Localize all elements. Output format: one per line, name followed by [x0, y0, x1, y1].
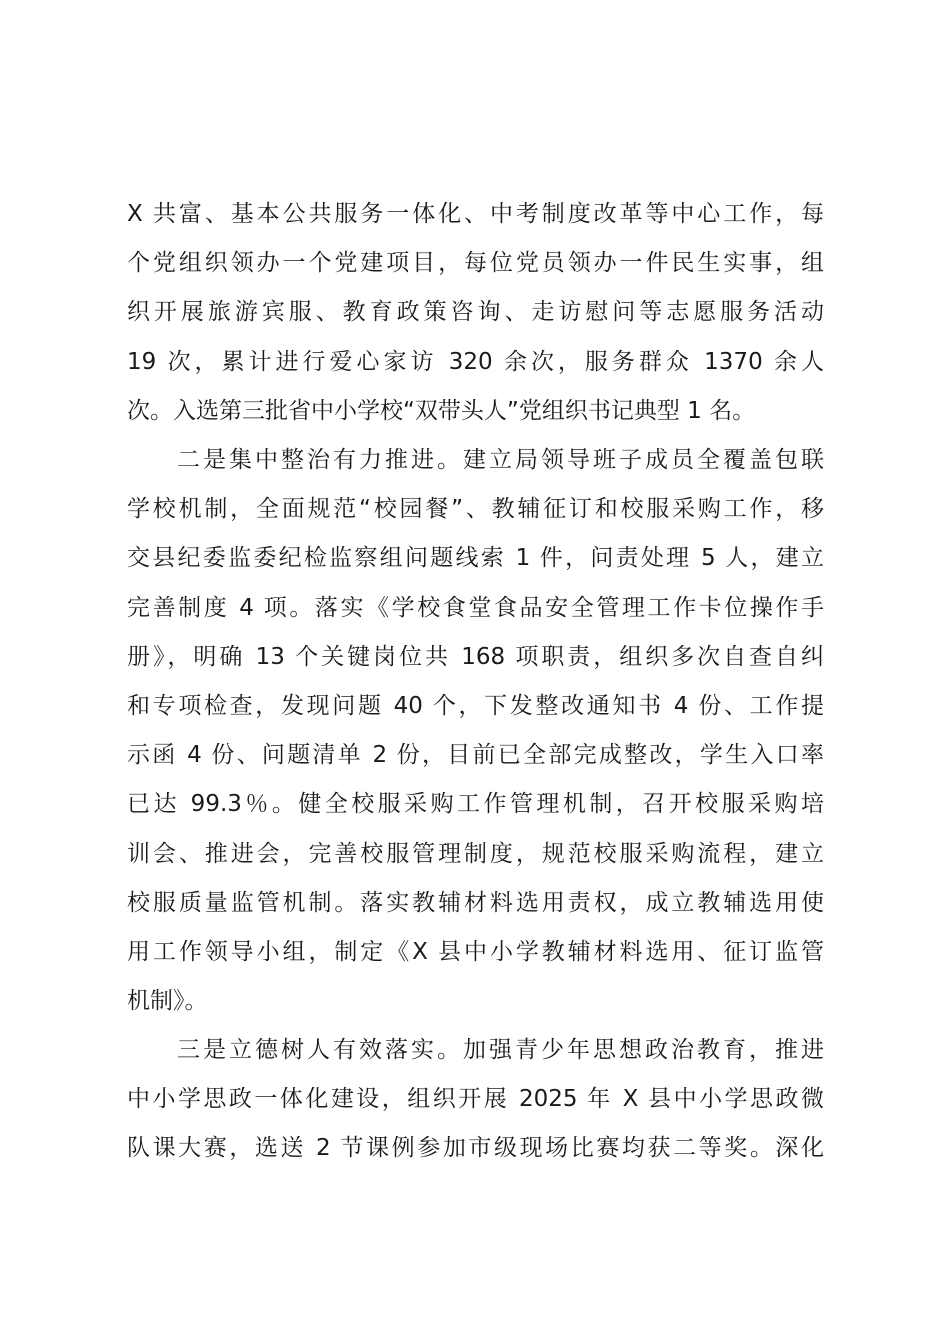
text-line: 个党组织领办一个党建项目，每位党员领办一件民生实事，组 — [127, 250, 824, 277]
text-line: 次。入选第三批省中小学校“双带头人”党组织书记典型 1 名。 — [127, 397, 756, 424]
text-line: 示函 4 份、问题清单 2 份，目前已全部完成整改，学生入口率 — [127, 742, 824, 769]
text-line: 用工作领导小组，制定《X 县中小学教辅材料选用、征订监管 — [127, 938, 824, 965]
paragraph-moral-education — [127, 1026, 824, 1174]
text-line: 已达 99.3％。健全校服采购工作管理机制，召开校服采购培 — [127, 791, 824, 818]
paragraph-rectification — [127, 436, 824, 1026]
text-line: 织开展旅游宾服、教育政策咨询、走访慰问等志愿服务活动 — [127, 299, 824, 326]
text-line: X 共富、基本公共服务一体化、中考制度改革等中心工作，每 — [127, 201, 824, 227]
text-line: 学校机制，全面规范“校园餐”、教辅征订和校服采购工作，移 — [127, 496, 824, 523]
text-line: 完善制度 4 项。落实《学校食堂食品安全管理工作卡位操作手 — [127, 594, 824, 621]
text-line: 训会、推进会，完善校服管理制度，规范校服采购流程，建立 — [127, 840, 824, 867]
paragraph-heading-line: 三是立德树人有效落实。加强青少年思想政治教育，推进 — [177, 1037, 824, 1063]
text-line: 册》，明确 13 个关键岗位共 168 项职责，组织多次自查自纠 — [127, 643, 824, 670]
text-line: 和专项检查，发现问题 40 个，下发整改通知书 4 份、工作提 — [127, 692, 824, 719]
paragraph-party-building-continuation — [127, 190, 824, 436]
text-line: 中小学思政一体化建设，组织开展 2025 年 X 县中小学思政微 — [127, 1086, 824, 1113]
text-line: 19 次，累计进行爱心家访 320 余次，服务群众 1370 余人 — [127, 348, 824, 375]
text-line: 队课大赛，选送 2 节课例参加市级现场比赛均获二等奖。深化 — [127, 1135, 824, 1162]
paragraph-heading-line: 二是集中整治有力推进。建立局领导班子成员全覆盖包联 — [177, 447, 824, 473]
text-line: 机制》。 — [127, 988, 208, 1015]
text-line: 校服质量监管机制。落实教辅材料选用责权，成立教辅选用使 — [127, 889, 824, 916]
text-line: 交县纪委监委纪检监察组问题线索 1 件，问责处理 5 人，建立 — [127, 545, 824, 572]
